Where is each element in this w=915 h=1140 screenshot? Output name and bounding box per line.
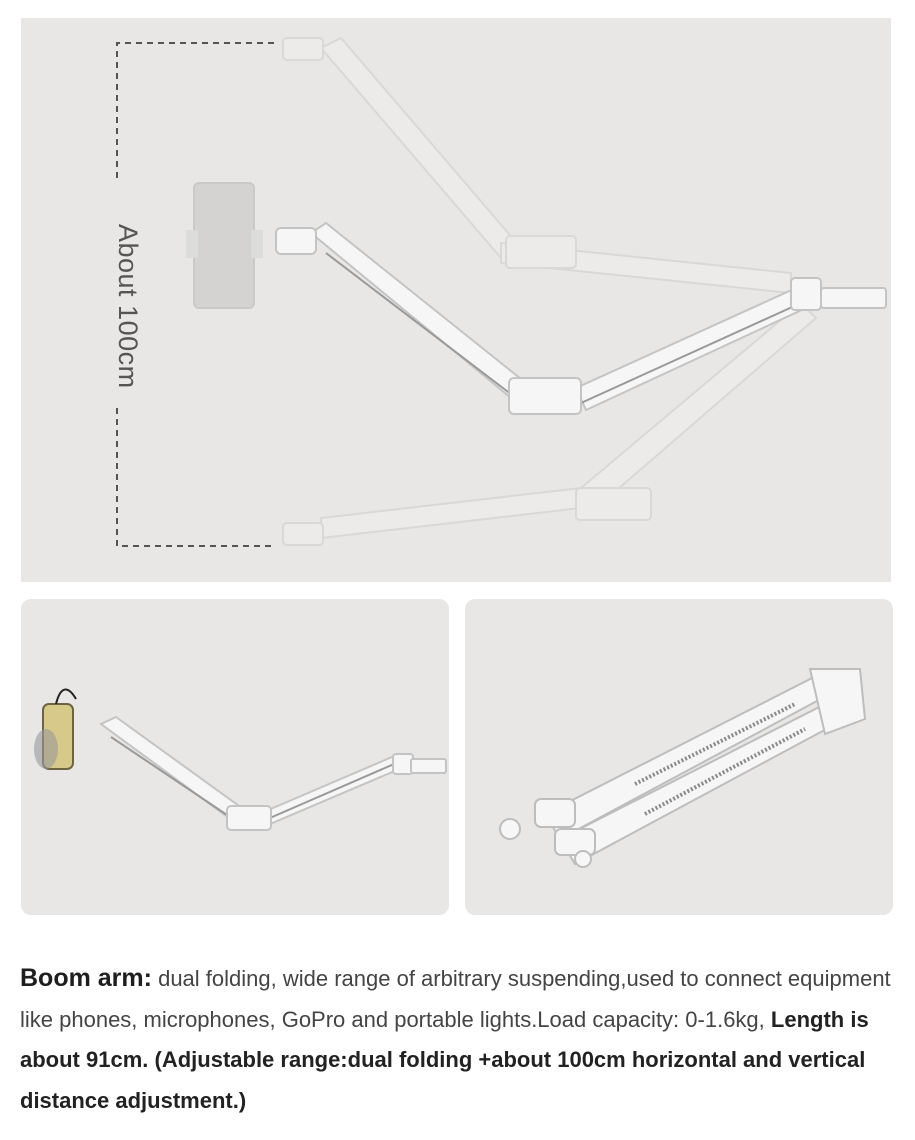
microphone-arm-panel <box>21 599 449 915</box>
small-arm <box>101 717 446 830</box>
product-description <box>20 958 915 1121</box>
caption-heading-separator: : <box>143 964 152 992</box>
folded-arm <box>500 669 865 867</box>
caption-length: Length is about 91cm. <box>20 1006 869 1072</box>
caption-adjustable-range: (Adjustable range:dual folding +about 100cm horizontal and vertical distance adjustment.) <box>20 1047 866 1113</box>
measure-label: About 100cm <box>113 224 143 389</box>
folded-arm-illustration <box>465 599 893 915</box>
folded-arm-panel <box>465 599 893 915</box>
microphone-icon <box>34 689 76 769</box>
boom-arm-illustration <box>21 18 891 582</box>
caption-description: dual folding, wide range of arbitrary suspending,used to connect equipment like phones, microphones, GoPro and portable lights.Load capacity: 0-1.6kg, <box>20 966 891 1032</box>
microphone-arm-illustration <box>21 599 449 915</box>
phone-holder <box>186 183 263 308</box>
caption-heading: Boom arm <box>20 964 144 992</box>
main-product-panel <box>21 18 891 582</box>
